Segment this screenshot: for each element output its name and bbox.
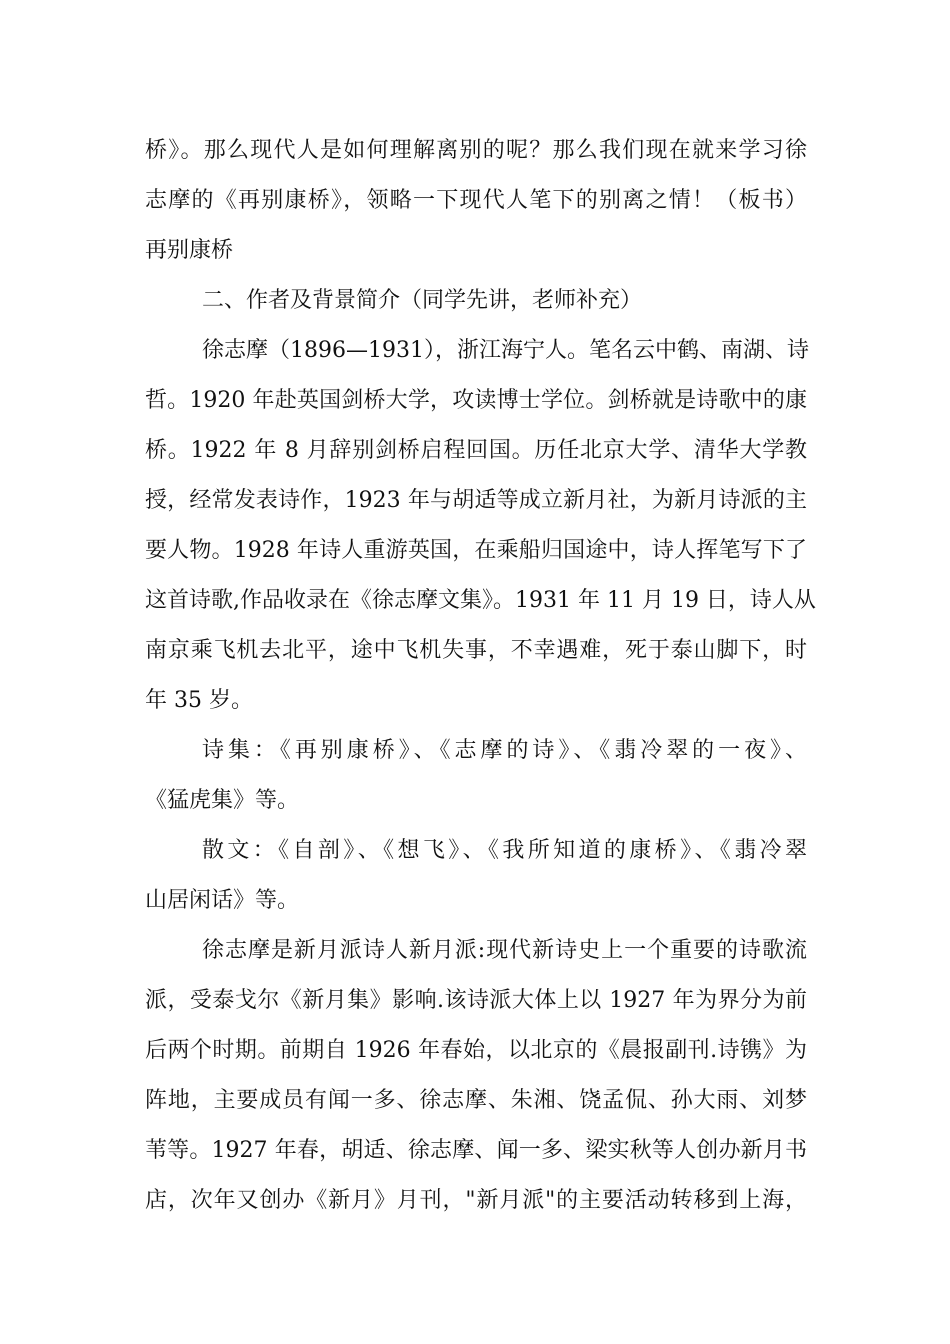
text-line: 南京乘飞机去北平，途中飞机失事，不幸遇难，死于泰山脚下，时 xyxy=(145,638,807,663)
text-line: 派，受泰戈尔《新月集》影响.该诗派大体上以 1927 年为界分为前 xyxy=(145,988,807,1013)
text-line: 诗集：《再别康桥》、《志摩的诗》、《翡冷翠的一夜》、 xyxy=(202,738,807,763)
text-line: 志摩的《再别康桥》，领略一下现代人笔下的别离之情！（板书） xyxy=(145,188,807,213)
text-line: 桥》。那么现代人是如何理解离别的呢？那么我们现在就来学习徐 xyxy=(145,138,807,163)
text-line: 阵地，主要成员有闻一多、徐志摩、朱湘、饶孟侃、孙大雨、刘梦 xyxy=(145,1088,807,1113)
text-line: 年 35 岁。 xyxy=(145,688,253,713)
text-line: 这首诗歌,作品收录在《徐志摩文集》。1931 年 11 月 19 日，诗人从 xyxy=(145,588,816,613)
text-line: 哲。1920 年赴英国剑桥大学，攻读博士学位。剑桥就是诗歌中的康 xyxy=(145,388,807,413)
text-line: 山居闲话》等。 xyxy=(145,888,300,913)
text-line: 要人物。1928 年诗人重游英国，在乘船归国途中，诗人挥笔写下了 xyxy=(145,538,807,563)
section-heading: 二、作者及背景简介（同学先讲，老师补充） xyxy=(202,288,643,313)
text-line: 店，次年又创办《新月》月刊，"新月派"的主要活动转移到上海， xyxy=(145,1188,807,1213)
text-line: 桥。1922 年 8 月辞别剑桥启程回国。历任北京大学、清华大学教 xyxy=(145,438,807,463)
text-line: 再别康桥 xyxy=(145,238,234,263)
text-line: 后两个时期。前期自 1926 年春始，以北京的《晨报副刊.诗镌》为 xyxy=(145,1038,807,1063)
text-line: 《猛虎集》等。 xyxy=(145,788,300,813)
text-line: 徐志摩是新月派诗人新月派:现代新诗史上一个重要的诗歌流 xyxy=(202,938,807,963)
text-line: 授，经常发表诗作，1923 年与胡适等成立新月社，为新月诗派的主 xyxy=(145,488,807,513)
text-line: 徐志摩（1896—1931），浙江海宁人。笔名云中鹤、南湖、诗 xyxy=(202,338,809,363)
text-line: 苇等。1927 年春，胡适、徐志摩、闻一多、梁实秋等人创办新月书 xyxy=(145,1138,807,1163)
text-line: 散文：《自剖》、《想飞》、《我所知道的康桥》、《翡冷翠 xyxy=(202,838,807,863)
